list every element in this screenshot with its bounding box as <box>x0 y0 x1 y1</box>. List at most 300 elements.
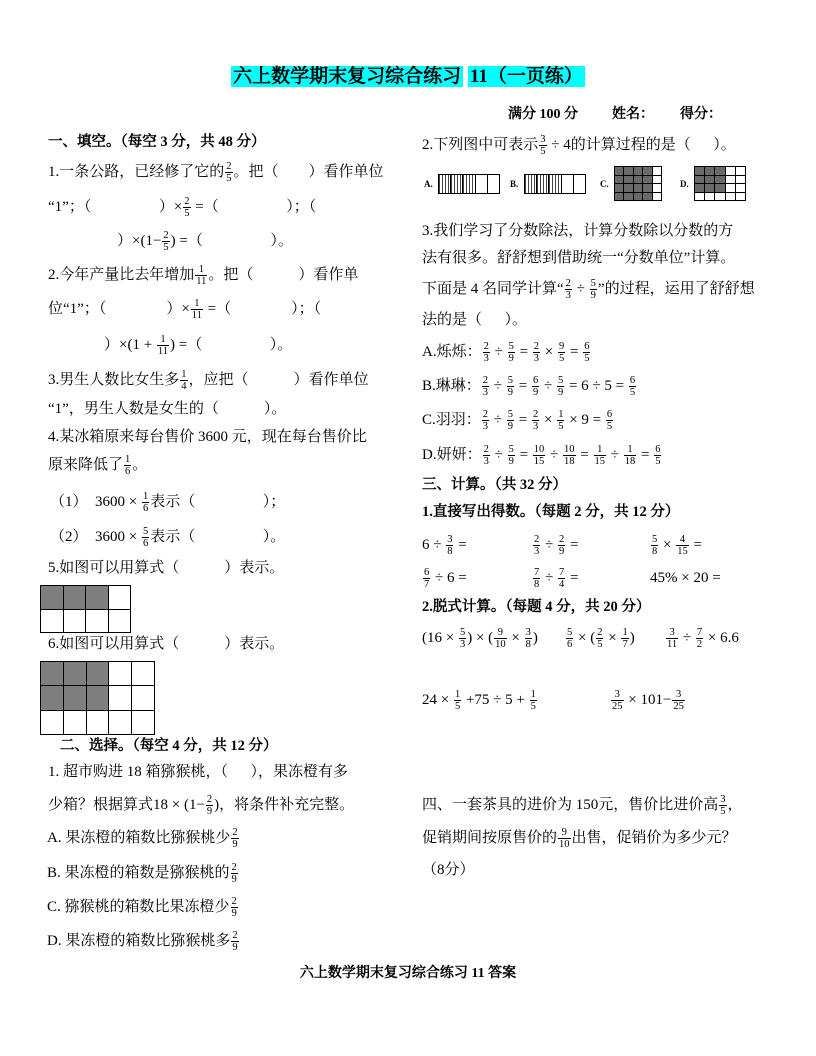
fraction-denominator: 5 <box>184 208 190 220</box>
fraction-denominator: 9 <box>557 387 564 399</box>
text-segment: ÷ <box>490 344 507 360</box>
fraction-denominator: 15 <box>533 456 545 468</box>
fill-q4-line-1 <box>48 426 367 450</box>
fill-q4-line-2 <box>48 454 147 478</box>
shaded-cell <box>624 176 632 184</box>
shaded-cell <box>643 184 651 192</box>
text-segment: = <box>566 344 583 360</box>
fraction <box>206 794 213 817</box>
fraction-denominator: 7 <box>622 639 628 651</box>
fraction <box>533 567 540 590</box>
fraction <box>494 627 507 650</box>
blank-cell <box>736 184 745 192</box>
fraction-denominator: 5 <box>226 173 232 185</box>
fraction-denominator: 3 <box>532 421 539 433</box>
shaded-cell <box>439 175 450 193</box>
fraction <box>565 278 572 301</box>
text-segment: D.妍妍： <box>422 447 482 463</box>
fraction-numerator: 3 <box>611 689 624 701</box>
choice-q2-figure-b <box>524 174 586 194</box>
text-segment: +75 ÷ 5 + <box>462 692 529 708</box>
fraction-numerator: 9 <box>494 627 507 639</box>
text-segment: 。把（ ）看作单 <box>208 267 359 283</box>
fraction-numerator: 2 <box>163 230 169 242</box>
fraction-numerator: 6 <box>629 375 636 387</box>
text-segment: 。把（ ）看作单位 <box>233 164 384 180</box>
fraction-denominator: 5 <box>606 421 613 433</box>
fraction <box>666 627 678 650</box>
blank-cell <box>86 610 108 633</box>
fraction-denominator: 9 <box>590 290 596 302</box>
fraction-numerator: 3 <box>666 627 678 639</box>
text-segment: ) =（ ）。 <box>170 337 293 353</box>
text-segment: =（ ）；（ <box>203 301 322 317</box>
fraction <box>446 534 453 557</box>
shaded-cell <box>41 586 63 609</box>
fraction-denominator: 9 <box>508 353 514 365</box>
shaded-cell <box>695 176 704 184</box>
fraction-numerator: 1 <box>558 409 564 421</box>
shaded-cell <box>87 662 109 685</box>
shaded-cell <box>64 662 86 685</box>
fill-q5-text <box>48 557 284 581</box>
fraction-numerator: 2 <box>565 278 571 290</box>
text-segment: 少箱？根据算式18 × (1− <box>48 797 205 813</box>
choice-q3-line-2 <box>422 247 735 271</box>
fraction-numerator: 2 <box>533 341 540 353</box>
text-segment: ÷ 6 = <box>431 570 467 586</box>
shaded-cell <box>624 184 632 192</box>
fraction-denominator: 5 <box>559 353 565 365</box>
fill-q2-line-3 <box>104 334 292 358</box>
text-segment: ÷ <box>572 281 589 297</box>
fraction <box>629 375 636 398</box>
text-segment: × 9 = <box>565 412 605 428</box>
calc-steps-item <box>665 627 739 651</box>
fill-q6-text <box>48 633 284 657</box>
text-segment: × 6.6 <box>704 630 739 646</box>
choice-q2-figure-a-label: A. <box>424 179 433 189</box>
text-segment: 6.如图可以用算式（ ）表示。 <box>48 636 285 652</box>
text-segment: ÷ <box>541 537 557 553</box>
blank-cell <box>109 610 131 633</box>
text-segment: 3.男生人数比女生多 <box>48 372 180 388</box>
blank-cell <box>562 175 573 193</box>
fraction-numerator: 6 <box>424 567 430 579</box>
fraction-denominator: 11 <box>157 346 169 358</box>
text-segment: 促销期间按原售价的 <box>422 830 558 846</box>
text-segment: 四、一套茶具的进价为 150元，售价比进价高 <box>422 797 719 813</box>
choice-q3-line-4 <box>422 309 527 333</box>
blank-cell <box>132 662 154 685</box>
fraction-denominator: 6 <box>142 538 149 550</box>
fraction-denominator: 3 <box>459 639 466 651</box>
blank-cell <box>695 193 704 201</box>
text-segment: D. 果冻橙的箱数比猕猴桃多 <box>47 933 231 949</box>
blank-cell <box>653 193 661 201</box>
text-segment: ) × ( <box>467 630 494 646</box>
fraction-numerator: 3 <box>540 134 546 146</box>
text-segment: = <box>515 344 532 360</box>
fraction <box>482 375 489 398</box>
fraction-denominator: 3 <box>483 456 489 468</box>
fraction-numerator: 1 <box>181 369 187 381</box>
fraction <box>558 827 571 850</box>
fraction <box>672 689 685 712</box>
choice-q2-figure-c-label: C. <box>600 179 609 189</box>
blank-cell <box>41 610 63 633</box>
fraction <box>231 930 238 953</box>
blank-cell <box>574 175 585 193</box>
fill-q2-line-2 <box>48 298 321 322</box>
fraction-numerator: 1 <box>195 264 207 276</box>
text-segment: ÷ 4的计算过程的是（ ）。 <box>547 137 736 153</box>
shaded-cell <box>41 686 63 709</box>
text-segment: = <box>576 447 593 463</box>
shaded-cell <box>624 167 632 175</box>
fraction <box>142 526 149 549</box>
fraction-denominator: 5 <box>584 353 590 365</box>
fraction-denominator: 5 <box>454 701 461 713</box>
fraction-numerator: 5 <box>142 526 149 538</box>
fraction-denominator: 9 <box>232 839 238 851</box>
calc-direct-item <box>650 567 721 591</box>
fraction-denominator: 8 <box>525 639 531 651</box>
text-segment: （2） 3600 × <box>50 529 141 545</box>
fraction <box>621 627 628 650</box>
full-score-label: 满分 100 分 <box>508 107 578 122</box>
fraction-denominator: 11 <box>196 276 207 288</box>
fraction <box>507 409 514 432</box>
blank-cell <box>64 610 86 633</box>
text-segment: ) <box>629 630 635 646</box>
text-segment: × <box>604 630 621 646</box>
fraction <box>532 409 539 432</box>
fraction <box>231 862 238 885</box>
calc-direct-item <box>422 534 467 558</box>
fraction-denominator: 3 <box>483 353 489 365</box>
text-segment: ÷ <box>607 447 623 463</box>
calc-section-heading: 三、计算。（共 32 分） <box>422 477 567 493</box>
fraction <box>525 627 532 650</box>
blank-cell <box>736 193 745 201</box>
fraction <box>611 689 624 712</box>
fill-section-heading: 一、填空。（每空 3 分，共 48 分） <box>48 134 266 150</box>
fraction <box>539 134 546 157</box>
fraction-denominator: 5 <box>720 806 726 818</box>
text-segment: ÷ <box>540 378 556 394</box>
shaded-cell <box>634 167 642 175</box>
fraction-numerator: 5 <box>459 627 466 639</box>
choice-q2-figure-c <box>614 166 662 201</box>
fraction-numerator: 5 <box>652 534 658 546</box>
word-problem-line-1 <box>422 794 743 818</box>
fraction-denominator: 9 <box>232 942 238 954</box>
text-segment: 表示（ ）； <box>150 494 286 510</box>
fraction-numerator: 7 <box>696 627 703 639</box>
fill-q4-line-3 <box>50 491 285 515</box>
fraction-numerator: 3 <box>672 689 685 701</box>
fraction <box>696 627 703 650</box>
text-segment: ，应把（ ）看作单位 <box>188 372 369 388</box>
text-segment: 1. 超市购进 18 箱猕猴桃，（ ），果冻橙有多 <box>48 764 349 780</box>
fraction <box>532 375 539 398</box>
fraction <box>533 444 546 467</box>
fill-q1-line-1 <box>48 161 384 185</box>
calc-direct-item <box>532 534 578 558</box>
text-segment: ÷ <box>679 630 695 646</box>
left-column <box>0 0 402 1056</box>
shaded-cell <box>634 176 642 184</box>
fraction <box>507 375 514 398</box>
choice-q3-option-c <box>422 409 614 433</box>
fraction <box>558 534 565 557</box>
fraction <box>157 334 169 357</box>
fraction-denominator: 9 <box>558 546 565 558</box>
fraction-numerator: 5 <box>567 627 573 639</box>
fraction-denominator: 8 <box>447 546 453 558</box>
blank-cell <box>87 711 109 734</box>
fraction <box>162 230 169 253</box>
text-segment: 4.某冰箱原来每台售价 3600 元，现在每台售价比 <box>48 429 367 445</box>
fraction-denominator: 3 <box>533 353 540 365</box>
choice-q3-option-d <box>422 444 662 468</box>
text-segment: =（ ）；（ <box>191 199 317 215</box>
fraction <box>676 534 689 557</box>
text-segment: 位“1”；（ ）× <box>48 301 190 317</box>
choice-q1-option-a <box>47 827 240 851</box>
fraction-denominator: 6 <box>125 466 131 478</box>
fraction-denominator: 5 <box>629 387 636 399</box>
choice-q1-option-d <box>47 930 240 954</box>
text-segment: = <box>637 447 654 463</box>
text-segment: × 101− <box>624 692 672 708</box>
fraction <box>606 409 613 432</box>
fraction <box>483 341 490 364</box>
calc-direct-heading: 1.直接写出得数。（每题 2 分，共 12 分） <box>422 504 680 520</box>
fraction-denominator: 25 <box>612 701 623 713</box>
shaded-cell <box>615 167 623 175</box>
fraction-numerator: 10 <box>564 444 575 456</box>
calc-steps-item <box>422 627 538 651</box>
fraction <box>231 896 238 919</box>
fraction-numerator: 2 <box>206 794 213 806</box>
text-segment: 6 ÷ <box>422 537 446 553</box>
choice-q1-line-2 <box>48 794 354 818</box>
fraction-numerator: 5 <box>507 375 513 387</box>
fraction-numerator: 6 <box>532 375 539 387</box>
blank-cell <box>132 711 154 734</box>
fraction <box>482 409 489 432</box>
fraction-numerator: 6 <box>655 444 661 456</box>
blank-cell <box>736 167 745 175</box>
text-segment: ）×(1− <box>117 233 162 249</box>
fraction-denominator: 6 <box>567 639 573 651</box>
text-segment: ÷ <box>490 447 507 463</box>
calc-steps-heading: 2.脱式计算。（每题 4 分，共 20 分） <box>422 599 651 615</box>
text-segment: “1”，男生人数是女生的（ ）。 <box>48 401 287 417</box>
fraction-denominator: 9 <box>231 874 237 886</box>
shaded-cell <box>643 176 651 184</box>
fraction <box>557 409 564 432</box>
fraction <box>594 444 607 467</box>
fraction-denominator: 9 <box>231 908 237 920</box>
fraction <box>142 491 149 514</box>
answer-section-title: 六上数学期末复习综合练习 11 答案 <box>299 966 517 981</box>
fraction-denominator: 15 <box>677 546 688 558</box>
text-segment: ， <box>727 797 743 813</box>
text-segment: = <box>566 537 579 553</box>
fraction <box>563 444 576 467</box>
text-segment: )，将条件补充完整。 <box>214 797 355 813</box>
shaded-cell <box>624 193 632 201</box>
shaded-cell <box>634 184 642 192</box>
blank-cell <box>653 184 661 192</box>
shaded-cell <box>87 686 109 709</box>
fraction <box>719 794 726 817</box>
fraction-denominator: 2 <box>696 639 703 651</box>
text-segment: ）×(1 + <box>104 337 156 353</box>
fraction <box>180 369 187 392</box>
text-segment: ”的过程，运用了舒舒想 <box>597 281 755 297</box>
fraction-numerator: 2 <box>482 409 489 421</box>
fraction <box>454 689 461 712</box>
text-segment: （1） 3600 × <box>50 494 141 510</box>
fraction-numerator: 5 <box>507 409 513 421</box>
fraction-denominator: 11 <box>191 310 202 322</box>
fraction-numerator: 6 <box>584 341 590 353</box>
title-suffix: 11（一页练） <box>469 66 583 87</box>
calc-steps-item <box>610 689 686 713</box>
shaded-cell <box>715 176 724 184</box>
text-segment: 法的是（ ）。 <box>422 312 528 328</box>
calc-steps-item <box>565 627 635 651</box>
shaded-cell <box>695 184 704 192</box>
choice-q3-option-b <box>422 375 637 399</box>
text-segment: 3.我们学习了分数除法，计算分数除以分数的方 <box>422 223 734 239</box>
fraction-denominator: 3 <box>482 387 489 399</box>
fraction-denominator: 7 <box>424 579 430 591</box>
text-segment: B. 果冻橙的箱数是猕猴桃的 <box>47 865 230 881</box>
fill-q1-line-3 <box>117 230 293 254</box>
text-segment: = <box>515 412 531 428</box>
choice-q2-figure-d <box>694 166 746 201</box>
text-segment: × <box>659 537 676 553</box>
calc-direct-item <box>422 567 467 591</box>
fraction-numerator: 4 <box>676 534 689 546</box>
fraction-numerator: 5 <box>590 278 596 290</box>
fraction <box>651 534 658 557</box>
fraction-numerator: 5 <box>508 444 514 456</box>
shaded-cell <box>86 586 108 609</box>
shaded-cell <box>64 586 86 609</box>
text-segment: × ( <box>574 630 596 646</box>
choice-q3-option-a <box>422 341 591 365</box>
text-segment: × <box>541 344 558 360</box>
fraction-numerator: 2 <box>483 341 489 353</box>
text-segment: = <box>515 447 532 463</box>
fraction <box>533 534 540 557</box>
text-segment: 45% × 20 = <box>650 570 721 586</box>
shaded-cell <box>615 184 623 192</box>
text-segment: (16 × <box>422 630 458 646</box>
fraction-denominator: 18 <box>564 456 575 468</box>
fraction-numerator: 7 <box>534 567 540 579</box>
shaded-cell <box>705 176 714 184</box>
text-segment: 1.一条公路，已经修了它的 <box>48 164 225 180</box>
shaded-cell <box>705 167 714 175</box>
fraction <box>654 444 661 467</box>
text-segment: A. 果冻橙的箱数比猕猴桃少 <box>47 830 231 846</box>
fraction <box>558 567 565 590</box>
fraction <box>508 341 515 364</box>
fraction-numerator: 9 <box>559 341 565 353</box>
shaded-cell <box>64 686 86 709</box>
fraction <box>590 278 597 301</box>
blank-cell <box>488 175 499 193</box>
fraction-numerator: 2 <box>482 375 489 387</box>
fraction-numerator: 2 <box>231 862 237 874</box>
text-segment: 法有很多。舒舒想到借助统一“分数单位”计算。 <box>422 250 736 266</box>
text-segment: 2.今年产量比去年增加 <box>48 267 195 283</box>
fraction <box>195 264 207 287</box>
shaded-cell <box>715 167 724 175</box>
choice-q3-line-3 <box>422 278 755 302</box>
fraction-denominator: 4 <box>181 381 187 393</box>
fraction-denominator: 5 <box>597 639 603 651</box>
shaded-cell <box>451 175 462 193</box>
shaded-cell <box>41 662 63 685</box>
blank-cell <box>653 167 661 175</box>
shaded-cell <box>525 175 536 193</box>
calc-direct-item <box>650 534 702 558</box>
fraction-numerator: 1 <box>191 298 203 310</box>
text-segment: 出售，促销价为多少元？ <box>571 830 737 846</box>
fraction-denominator: 25 <box>673 701 684 713</box>
text-segment: ) <box>532 630 538 646</box>
blank-cell <box>726 193 735 201</box>
text-segment: ÷ <box>490 378 506 394</box>
fraction-numerator: 2 <box>483 444 489 456</box>
shaded-cell <box>549 175 560 193</box>
fraction-numerator: 1 <box>530 689 536 701</box>
fraction <box>557 375 564 398</box>
fraction-numerator: 2 <box>558 534 565 546</box>
fraction-numerator: 3 <box>525 627 531 639</box>
title-main: 六上数学期末复习综合练习 <box>233 66 462 87</box>
blank-cell <box>726 184 735 192</box>
fraction-numerator: 2 <box>534 534 540 546</box>
fraction-numerator: 6 <box>606 409 613 421</box>
text-segment: 原来降低了 <box>48 457 124 473</box>
fraction <box>124 454 131 477</box>
fraction-denominator: 11 <box>667 639 678 651</box>
fraction-numerator: 2 <box>232 930 238 942</box>
fraction-denominator: 5 <box>163 242 169 254</box>
word-problem-line-2 <box>422 827 737 851</box>
blank-cell <box>41 711 63 734</box>
blank-cell <box>715 193 724 201</box>
blank-cell <box>64 711 86 734</box>
choice-q2-figure-a <box>438 174 500 194</box>
fraction-numerator: 2 <box>231 896 237 908</box>
right-column <box>402 0 816 1056</box>
fraction <box>225 161 232 184</box>
blank-cell <box>132 686 154 709</box>
choice-q1-option-c <box>47 896 239 920</box>
text-segment: × <box>507 630 524 646</box>
fraction-numerator: 9 <box>558 827 571 839</box>
